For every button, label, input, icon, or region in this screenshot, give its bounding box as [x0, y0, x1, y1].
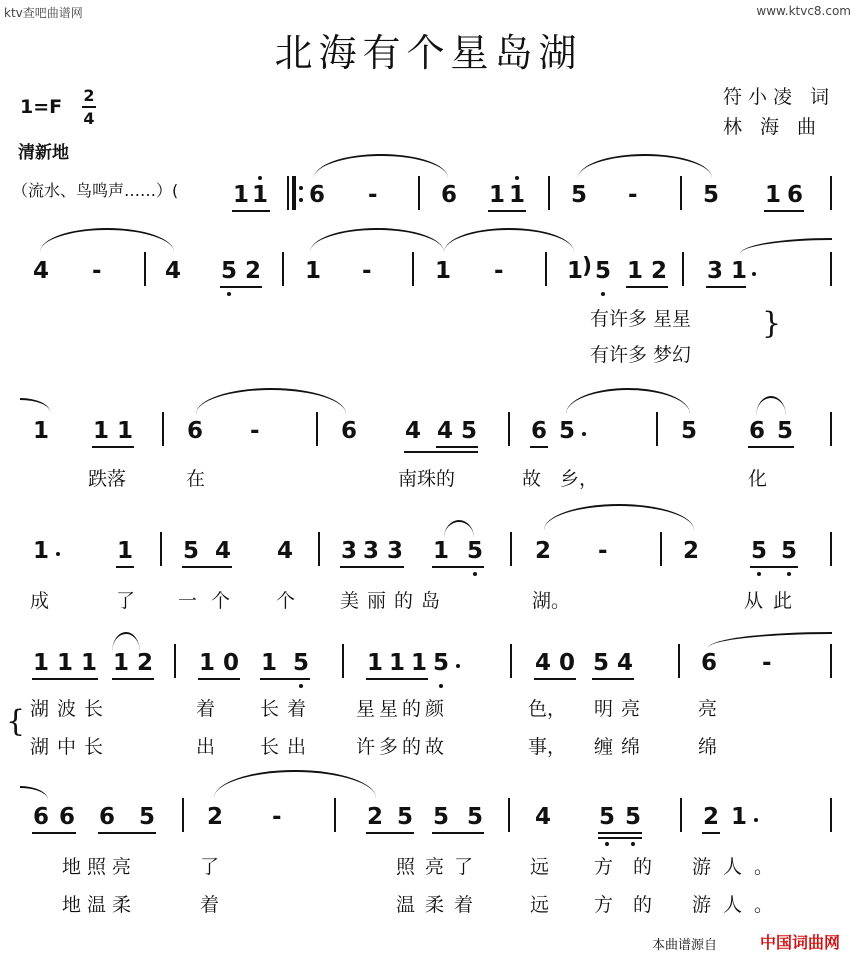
note: 0: [222, 650, 239, 676]
barline: [680, 176, 682, 210]
eighth-underline: [182, 566, 232, 568]
note: 2: [136, 650, 153, 676]
note: 1: [232, 182, 249, 208]
note: 3: [340, 538, 357, 564]
tempo-mark: 清新地: [18, 143, 69, 163]
eighth-underline: [702, 832, 720, 834]
composer: 林 海 曲: [722, 116, 823, 138]
sixteenth-underline: [436, 446, 478, 448]
barline: [656, 412, 658, 446]
note: 5: [570, 182, 587, 208]
lyric-word: 星星的颜: [356, 698, 449, 720]
note: 1: [304, 258, 321, 284]
note: 2: [650, 258, 667, 284]
lyric-word: 方的: [594, 894, 673, 916]
note: 1: [626, 258, 643, 284]
barline: [510, 532, 512, 566]
barline: [282, 252, 284, 286]
lyric-word: 了: [116, 590, 136, 612]
note: 6: [748, 418, 765, 444]
dash: -: [368, 182, 378, 208]
dash: -: [362, 258, 372, 284]
octave-dot-low: [473, 572, 477, 576]
note: 5: [292, 650, 309, 676]
lyric-word: 出: [196, 736, 216, 758]
slur: [310, 228, 444, 252]
note: 2: [366, 804, 383, 830]
time-signature-top: 2: [83, 86, 95, 105]
eighth-underline: [432, 832, 484, 834]
eighth-underline: [404, 451, 478, 453]
dash: -: [762, 650, 772, 676]
note: 6: [340, 418, 357, 444]
octave-dot-high: [515, 176, 519, 180]
barline: [508, 798, 510, 832]
note: 4: [534, 804, 551, 830]
octave-dot-low: [601, 292, 605, 296]
time-signature-bottom: 4: [83, 109, 95, 128]
barline: [182, 798, 184, 832]
note: 1: [730, 804, 747, 830]
octave-dot-low: [787, 572, 791, 576]
dash: -: [92, 258, 102, 284]
barline: [316, 412, 318, 446]
barline: [342, 644, 344, 678]
watermark-right: www.ktvc8.com: [756, 4, 851, 18]
barline: [144, 252, 146, 286]
note: 5: [466, 804, 483, 830]
lyric-word: 美丽的岛: [340, 590, 449, 612]
note: 2: [244, 258, 261, 284]
lyric-word: 湖中长: [30, 736, 112, 758]
barline: [162, 412, 164, 446]
slur: [544, 504, 694, 530]
lyric-word: 个: [276, 590, 296, 612]
dotted-note-dot: [752, 272, 756, 276]
note: 1: [116, 538, 133, 564]
lyric-word: 长着: [260, 698, 315, 720]
note: 5: [432, 650, 449, 676]
barline: [830, 176, 832, 210]
lyric-word: 地照亮: [62, 856, 138, 878]
eighth-underline: [598, 832, 642, 834]
barline: [174, 644, 176, 678]
key-signature: 1=F: [20, 96, 63, 118]
lyric-word: 湖波长: [30, 698, 112, 720]
note: 1: [410, 650, 427, 676]
note: 1: [80, 650, 97, 676]
note: 1: [32, 538, 49, 564]
barline: [418, 176, 420, 210]
lyric-word: 游人。: [692, 894, 786, 916]
barline: [682, 252, 684, 286]
slur: [314, 154, 448, 178]
barline: [334, 798, 336, 832]
eighth-underline: [748, 446, 794, 448]
note: 1: [92, 418, 109, 444]
slur: [40, 228, 174, 252]
note: 5: [750, 538, 767, 564]
note: 1: [432, 538, 449, 564]
slur: [444, 228, 574, 252]
footer-site-link[interactable]: 中国词曲网: [760, 933, 841, 952]
volta-bracket: ): [582, 254, 593, 279]
lyric-word: 着: [200, 894, 220, 916]
eighth-underline: [116, 566, 134, 568]
octave-dot-low: [439, 684, 443, 688]
note: 6: [530, 418, 547, 444]
note: 3: [386, 538, 403, 564]
tie-end: [20, 398, 50, 412]
eighth-underline: [750, 566, 798, 568]
lyric-word: 跌落: [88, 468, 127, 490]
barline: [318, 532, 320, 566]
dotted-note-dot: [56, 552, 60, 556]
note: 6: [186, 418, 203, 444]
note: 3: [706, 258, 723, 284]
lyric-word: 长出: [260, 736, 315, 758]
barline: [830, 798, 832, 832]
note: 1: [508, 182, 525, 208]
dash: -: [598, 538, 608, 564]
lyric-word: 许多的故: [356, 736, 449, 758]
note: 5: [776, 418, 793, 444]
eighth-underline: [260, 678, 310, 680]
slur: [756, 396, 786, 416]
note: 4: [404, 418, 421, 444]
lyric-line: 有许多 星星: [590, 308, 692, 330]
eighth-underline: [706, 286, 746, 288]
eighth-underline: [592, 678, 634, 680]
lyric-word: 一个: [178, 590, 245, 612]
dash: -: [494, 258, 504, 284]
note: 4: [164, 258, 181, 284]
octave-dot-low: [605, 842, 609, 846]
note: 5: [460, 418, 477, 444]
intro-note: （流水、鸟鸣声……）(: [12, 181, 179, 200]
note: 6: [308, 182, 325, 208]
barline: [510, 644, 512, 678]
eighth-underline: [98, 832, 156, 834]
lyric-word: 远: [530, 856, 550, 878]
lyricist: 符小凌 词: [722, 86, 835, 108]
note: 5: [396, 804, 413, 830]
dash: -: [628, 182, 638, 208]
time-signature-bar: [82, 106, 96, 108]
dotted-note-dot: [754, 818, 758, 822]
slur: [214, 770, 376, 798]
note: 1: [251, 182, 268, 208]
note: 2: [702, 804, 719, 830]
slur: [196, 388, 346, 414]
barline: [830, 644, 832, 678]
note: 5: [220, 258, 237, 284]
barline: [830, 532, 832, 566]
eighth-underline: [626, 286, 668, 288]
octave-dot-high: [258, 176, 262, 180]
dotted-note-dot: [582, 432, 586, 436]
note: 4: [616, 650, 633, 676]
barline: [545, 252, 547, 286]
eighth-underline: [764, 210, 804, 212]
note: 1: [764, 182, 781, 208]
lyric-word: 从此: [744, 590, 803, 612]
eighth-underline: [32, 832, 76, 834]
barline: [678, 644, 680, 678]
eighth-underline: [340, 566, 404, 568]
lyric-word: 了: [200, 856, 220, 878]
footer-source-text: 本曲谱源自: [652, 938, 718, 953]
lyric-word: 湖。: [532, 590, 571, 612]
note: 5: [598, 804, 615, 830]
slur: [444, 520, 474, 538]
dash: -: [250, 418, 260, 444]
eighth-underline: [366, 832, 414, 834]
lyric-word: 事，: [528, 736, 567, 758]
lyric-word: 成: [30, 590, 50, 612]
lyric-word: 远: [530, 894, 550, 916]
eighth-underline: [198, 678, 240, 680]
eighth-underline: [530, 446, 548, 448]
barline: [680, 798, 682, 832]
barline: [548, 176, 550, 210]
note: 1: [730, 258, 747, 284]
repeat-dot: [299, 186, 303, 190]
credits: [723, 82, 835, 142]
note: 5: [702, 182, 719, 208]
note: 5: [558, 418, 575, 444]
octave-dot-low: [299, 684, 303, 688]
note: 6: [58, 804, 75, 830]
lyric-word: 温柔着: [396, 894, 484, 916]
lyric-word: 化: [748, 468, 768, 490]
eighth-underline: [32, 678, 98, 680]
note: 2: [206, 804, 223, 830]
note: 1: [198, 650, 215, 676]
note: 1: [488, 182, 505, 208]
note: 1: [32, 650, 49, 676]
barline: [830, 412, 832, 446]
sixteenth-underline: [598, 837, 642, 839]
note: 4: [214, 538, 231, 564]
note: 2: [534, 538, 551, 564]
eighth-underline: [232, 210, 270, 212]
lyric-word: 着: [196, 698, 216, 720]
note: 5: [592, 650, 609, 676]
barline: [508, 412, 510, 446]
note: 1: [566, 258, 583, 284]
time-signature: [82, 86, 96, 128]
lyric-word: 故: [522, 468, 542, 490]
note: 6: [786, 182, 803, 208]
note: 6: [700, 650, 717, 676]
lyric-word: 在: [186, 468, 206, 490]
lyric-word: 乡，: [560, 468, 599, 490]
note: 1: [366, 650, 383, 676]
note: 6: [98, 804, 115, 830]
lyric-word: 游人。: [692, 856, 786, 878]
note: 5: [594, 258, 611, 284]
note: 4: [276, 538, 293, 564]
note: 4: [436, 418, 453, 444]
watermark-left: ktv查吧曲谱网: [4, 6, 83, 20]
note: 0: [558, 650, 575, 676]
lyric-word: 缠绵: [594, 736, 649, 758]
eighth-underline: [432, 566, 484, 568]
lyric-word: 明亮: [594, 698, 649, 720]
tie-start: [708, 632, 832, 648]
note: 5: [680, 418, 697, 444]
note: 1: [32, 418, 49, 444]
eighth-underline: [220, 286, 262, 288]
slur: [578, 154, 712, 178]
note: 5: [138, 804, 155, 830]
tie-start: [740, 238, 832, 254]
note: 4: [534, 650, 551, 676]
eighth-underline: [534, 678, 576, 680]
dash: -: [272, 804, 282, 830]
note: 6: [440, 182, 457, 208]
note: 4: [32, 258, 49, 284]
lyric-word: 南珠的: [398, 468, 456, 490]
barline: [830, 252, 832, 286]
repeat-dot: [299, 198, 303, 202]
note: 5: [624, 804, 641, 830]
octave-dot-low: [757, 572, 761, 576]
note: 1: [116, 418, 133, 444]
repeat-barline-thick: [292, 176, 296, 210]
octave-dot-low: [631, 842, 635, 846]
barline: [660, 532, 662, 566]
eighth-underline: [366, 678, 428, 680]
lyric-line: 有许多 梦幻: [590, 344, 692, 366]
note: 1: [260, 650, 277, 676]
lyric-word: 方的: [594, 856, 673, 878]
verse-brace: }: [762, 306, 782, 341]
note: 5: [466, 538, 483, 564]
note: 1: [434, 258, 451, 284]
slur: [566, 388, 690, 414]
note: 2: [682, 538, 699, 564]
note: 1: [388, 650, 405, 676]
barline: [160, 532, 162, 566]
lyric-word: 地温柔: [62, 894, 138, 916]
note: 6: [32, 804, 49, 830]
dotted-note-dot: [456, 664, 460, 668]
lyric-word: 亮: [698, 698, 718, 720]
eighth-underline: [92, 446, 134, 448]
note: 1: [112, 650, 129, 676]
verse-brace: {: [6, 704, 26, 739]
note: 5: [182, 538, 199, 564]
barline: [412, 252, 414, 286]
lyric-word: 绵: [698, 736, 718, 758]
note: 1: [56, 650, 73, 676]
repeat-barline: [287, 176, 289, 210]
octave-dot-low: [227, 292, 231, 296]
eighth-underline: [112, 678, 154, 680]
slur: [112, 632, 140, 652]
song-title: 北海有个星岛湖: [274, 31, 583, 75]
note: 3: [362, 538, 379, 564]
note: 5: [432, 804, 449, 830]
lyric-word: 色，: [528, 698, 567, 720]
lyric-word: 照亮了: [396, 856, 484, 878]
eighth-underline: [488, 210, 526, 212]
note: 5: [780, 538, 797, 564]
tie-end: [20, 786, 48, 800]
